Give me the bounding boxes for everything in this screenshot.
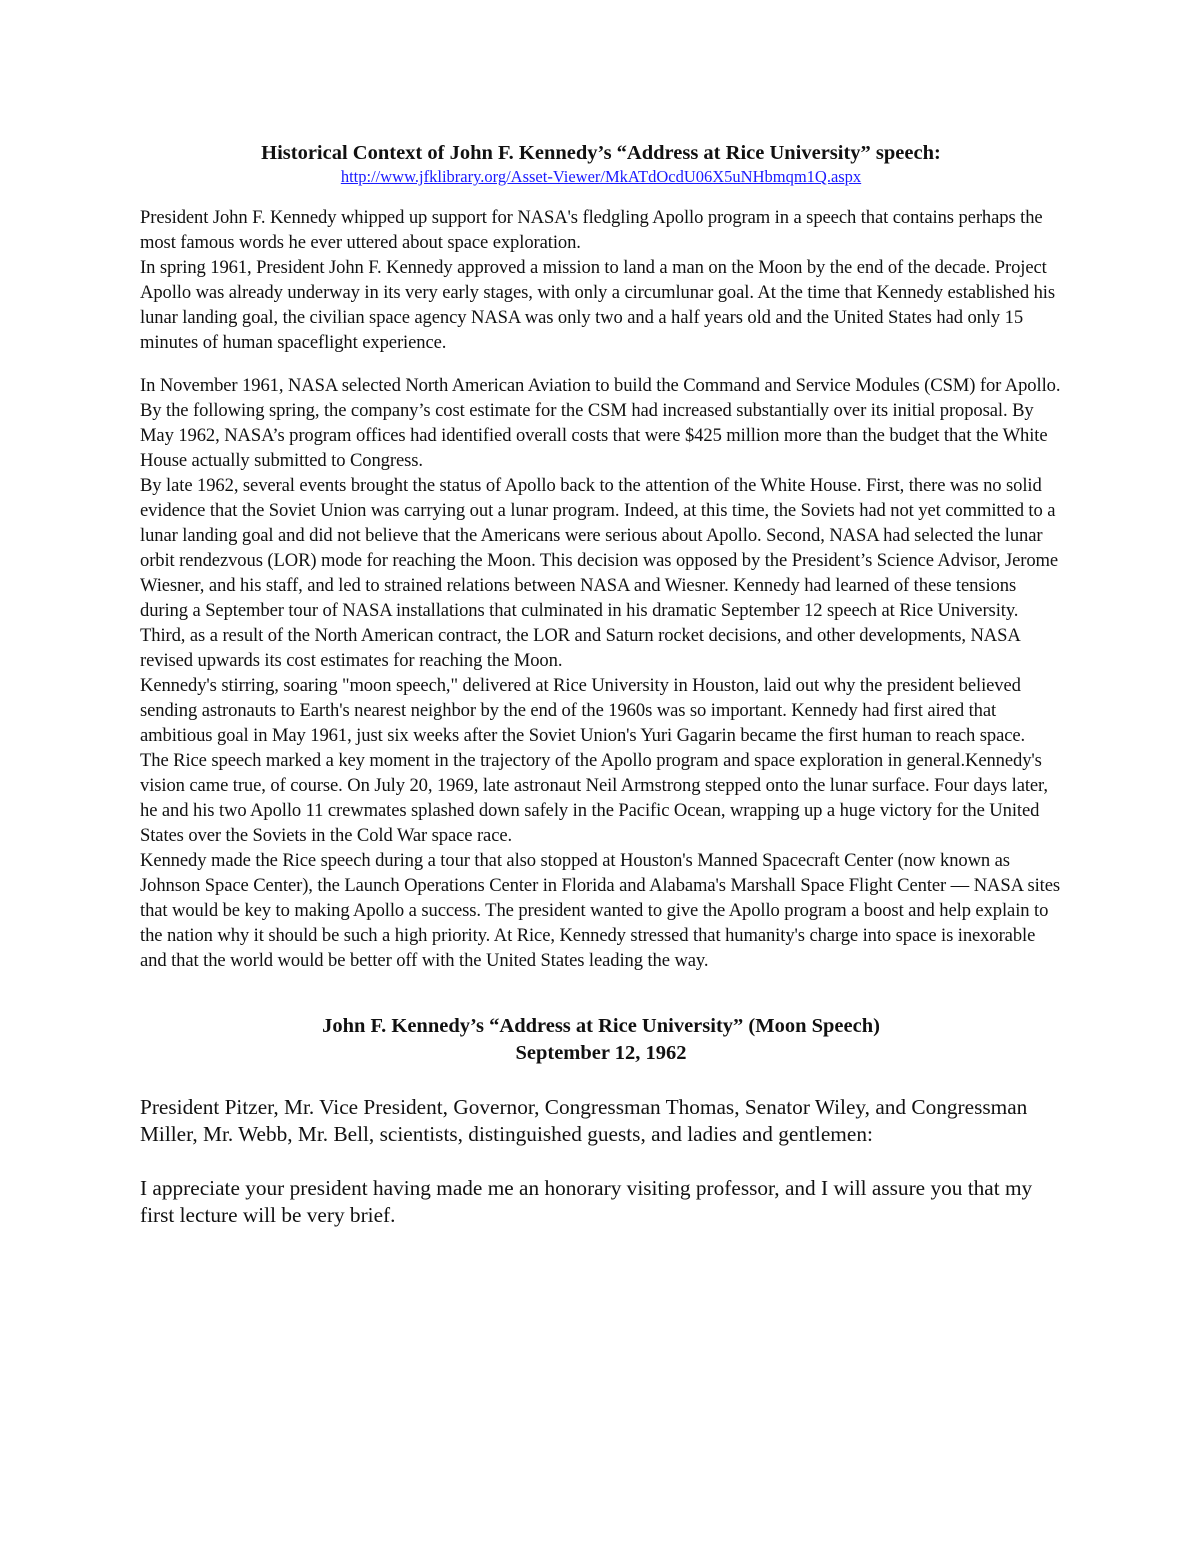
document-page (140, 140, 1062, 1256)
speech-heading (140, 1013, 1062, 1067)
context-paragraph: Kennedy's stirring, soaring "moon speech," delivered at Rice University in Houston, laid out why the president believed sending astronauts to Earth's nearest neighbor by the end of the 1960s was so important. Kennedy had first aired that ambitious goal in May 1961, just six weeks after the Soviet Union's Yuri Gagarin became the first human to reach space. (140, 675, 1026, 746)
speech-date: September 12, 1962 (515, 1042, 687, 1064)
speech-paragraph: I appreciate your president having made me an honorary visiting professor, and I will assure you that my first lecture will be very brief. (140, 1176, 1033, 1227)
context-paragraph: By late 1962, several events brought the status of Apollo back to the attention of the White House. First, there was no solid evidence that the Soviet Union was carrying out a lunar program. Indeed, at this time, the Soviets had not yet committed to a lunar landing goal and did not believe that the Americans were serious about Apollo. Second, NASA had selected the lunar orbit rendezvous (LOR) mode for reaching the Moon. This decision was opposed by the President’s Science Advisor, Jerome Wiesner, and his staff, and led to strained relations between NASA and Wiesner. Kennedy had learned of these tensions during a September tour of NASA installations that culminated in his dramatic September 12 speech at Rice University. Third, as a result of the North American contract, the LOR and Saturn rocket decisions, and other developments, NASA revised upwards its cost estimates for reaching the Moon. (140, 475, 1059, 671)
speech-paragraph: President Pitzer, Mr. Vice President, Governor, Congressman Thomas, Senator Wiley, and Congressman Miller, Mr. Webb, Mr. Bell, scientists, distinguished guests, and ladies and gentlemen: (140, 1095, 1028, 1146)
speech-text (140, 1094, 1062, 1229)
source-link[interactable]: http://www.jfklibrary.org/Asset-Viewer/MkATdOcdU06X5uNHbmqm1Q.aspx (340, 167, 862, 186)
context-paragraph: Kennedy made the Rice speech during a tour that also stopped at Houston's Manned Spacecraft Center (now known as Johnson Space Center), the Launch Operations Center in Florida and Alabama's Marshall Space Flight Center — NASA sites that would be key to making Apollo a success. The president wanted to give the Apollo program a boost and help explain to the nation why it should be such a high priority. At Rice, Kennedy stressed that humanity's charge into space is inexorable and that the world would be better off with the United States leading the way. (140, 850, 1061, 971)
context-paragraph: The Rice speech marked a key moment in the trajectory of the Apollo program and space exploration in general.Kennedy's vision came true, of course. On July 20, 1969, late astronaut Neil Armstrong stepped onto the lunar surface. Four days later, he and his two Apollo 11 crewmates splashed down safely in the Pacific Ocean, wrapping up a huge victory for the United States over the Soviets in the Cold War space race. (140, 750, 1048, 846)
context-paragraph: President John F. Kennedy whipped up support for NASA's fledgling Apollo program in a speech that contains perhaps the most famous words he ever uttered about space exploration. (140, 207, 1043, 253)
document-title: Historical Context of John F. Kennedy’s “Address at Rice University” speech: (261, 142, 941, 164)
historical-context (140, 205, 1062, 973)
speech-title: John F. Kennedy’s “Address at Rice University” (Moon Speech) (322, 1015, 880, 1037)
context-paragraph: In spring 1961, President John F. Kennedy approved a mission to land a man on the Moon by the end of the decade. Project Apollo was already underway in its very early stages, with only a circumlunar goal. At the time that Kennedy established his lunar landing goal, the civilian space agency NASA was only two and a half years old and the United States had only 15 minutes of human spaceflight experience. (140, 257, 1055, 353)
context-paragraph: In November 1961, NASA selected North American Aviation to build the Command and Service Modules (CSM) for Apollo. By the following spring, the company’s cost estimate for the CSM had increased substantially over its initial proposal. By May 1962, NASA’s program offices had identified overall costs that were $425 million more than the budget that the White House actually submitted to Congress. (140, 375, 1061, 471)
paragraph-spacer (140, 355, 1062, 373)
